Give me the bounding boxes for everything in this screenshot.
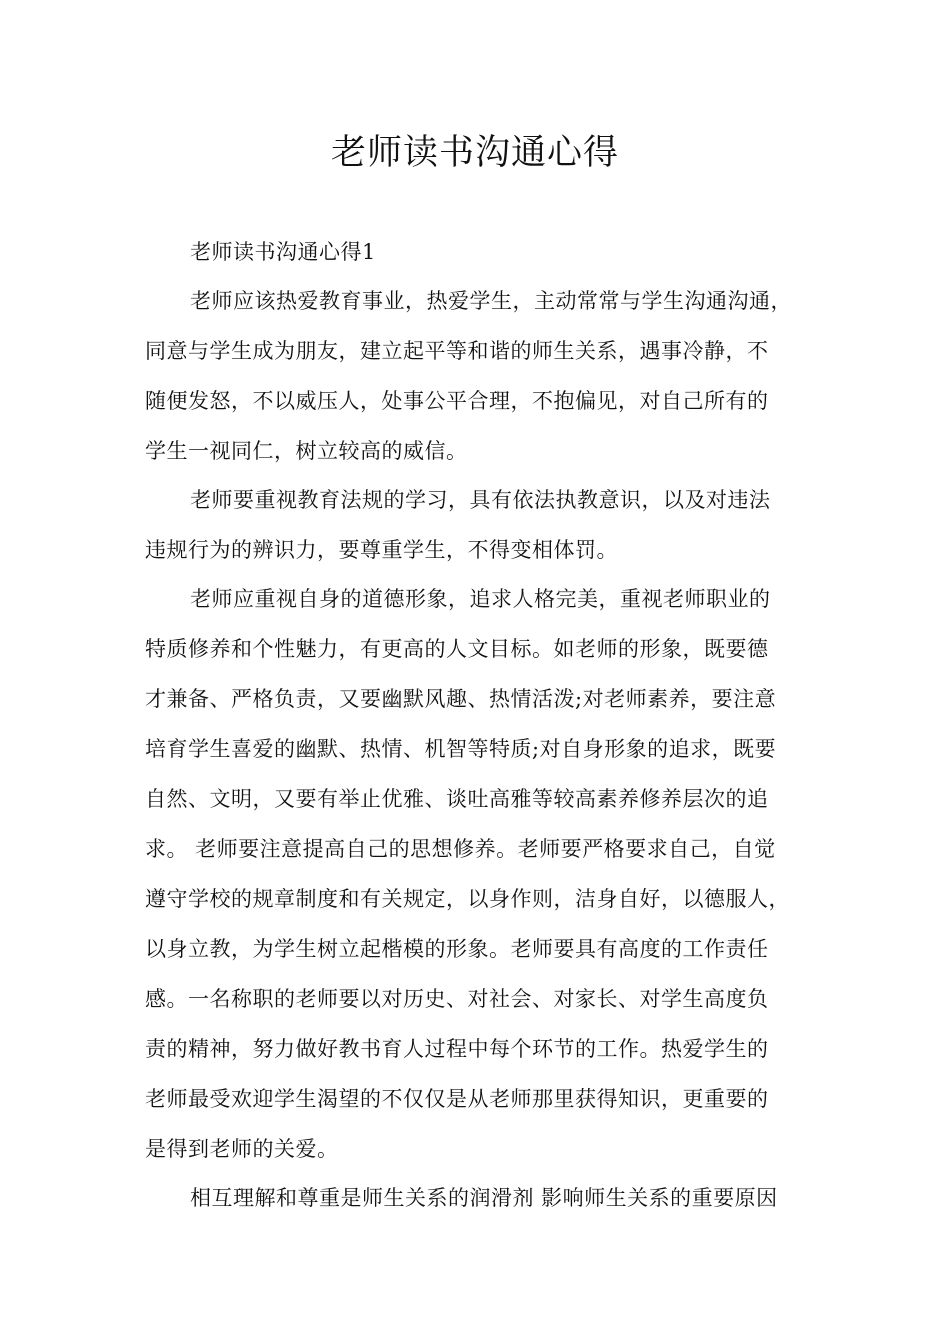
paragraph-1-line-4: 学生一视同仁，树立较高的威信。 xyxy=(145,439,468,463)
section-heading: 老师读书沟通心得1 xyxy=(190,240,376,264)
paragraph-3-line-3: 才兼备、严格负责，又要幽默风趣、热情活泼;对老师素养，要注意 xyxy=(145,687,777,711)
paragraph-3-line-10: 责的精神，努力做好教书育人过程中每个环节的工作。热爱学生的 xyxy=(145,1037,769,1061)
paragraph-3-line-12: 是得到老师的关爱。 xyxy=(145,1137,339,1161)
paragraph-1-line-3: 随便发怒，不以威压人，处事公平合理，不抱偏见，对自己所有的 xyxy=(145,389,769,413)
paragraph-3-line-8: 以身立教，为学生树立起楷模的形象。老师要具有高度的工作责任 xyxy=(145,937,769,961)
paragraph-4-line-1: 相互理解和尊重是师生关系的润滑剂 影响师生关系的重要原因 xyxy=(190,1186,778,1210)
paragraph-3-line-11: 老师最受欢迎学生渴望的不仅仅是从老师那里获得知识，更重要的 xyxy=(145,1087,769,1111)
paragraph-1-line-1: 老师应该热爱教育事业，热爱学生，主动常常与学生沟通沟通， xyxy=(190,289,792,313)
paragraph-2-line-1: 老师要重视教育法规的学习，具有依法执教意识，以及对违法 xyxy=(190,488,771,512)
paragraph-3-line-2: 特质修养和个性魅力，有更高的人文目标。如老师的形象，既要德 xyxy=(145,637,769,661)
paragraph-3-line-5: 自然、文明，又要有举止优雅、谈吐高雅等较高素养修养层次的追 xyxy=(145,787,769,811)
document-title: 老师读书沟通心得 xyxy=(330,133,619,173)
paragraph-1-line-2: 同意与学生成为朋友，建立起平等和谐的师生关系，遇事冷静，不 xyxy=(145,339,769,363)
paragraph-3-line-4: 培育学生喜爱的幽默、热情、机智等特质;对自身形象的追求，既要 xyxy=(145,737,777,761)
paragraph-3-line-6: 求。 老师要注意提高自己的思想修养。老师要严格要求自己，自觉 xyxy=(145,837,776,861)
paragraph-3-line-1: 老师应重视自身的道德形象，追求人格完美，重视老师职业的 xyxy=(190,587,771,611)
paragraph-2-line-2: 违规行为的辨识力，要尊重学生，不得变相体罚。 xyxy=(145,538,618,562)
paragraph-3-line-7: 遵守学校的规章制度和有关规定，以身作则，洁身自好，以德服人， xyxy=(145,887,790,911)
paragraph-3-line-9: 感。一名称职的老师要以对历史、对社会、对家长、对学生高度负 xyxy=(145,987,769,1011)
